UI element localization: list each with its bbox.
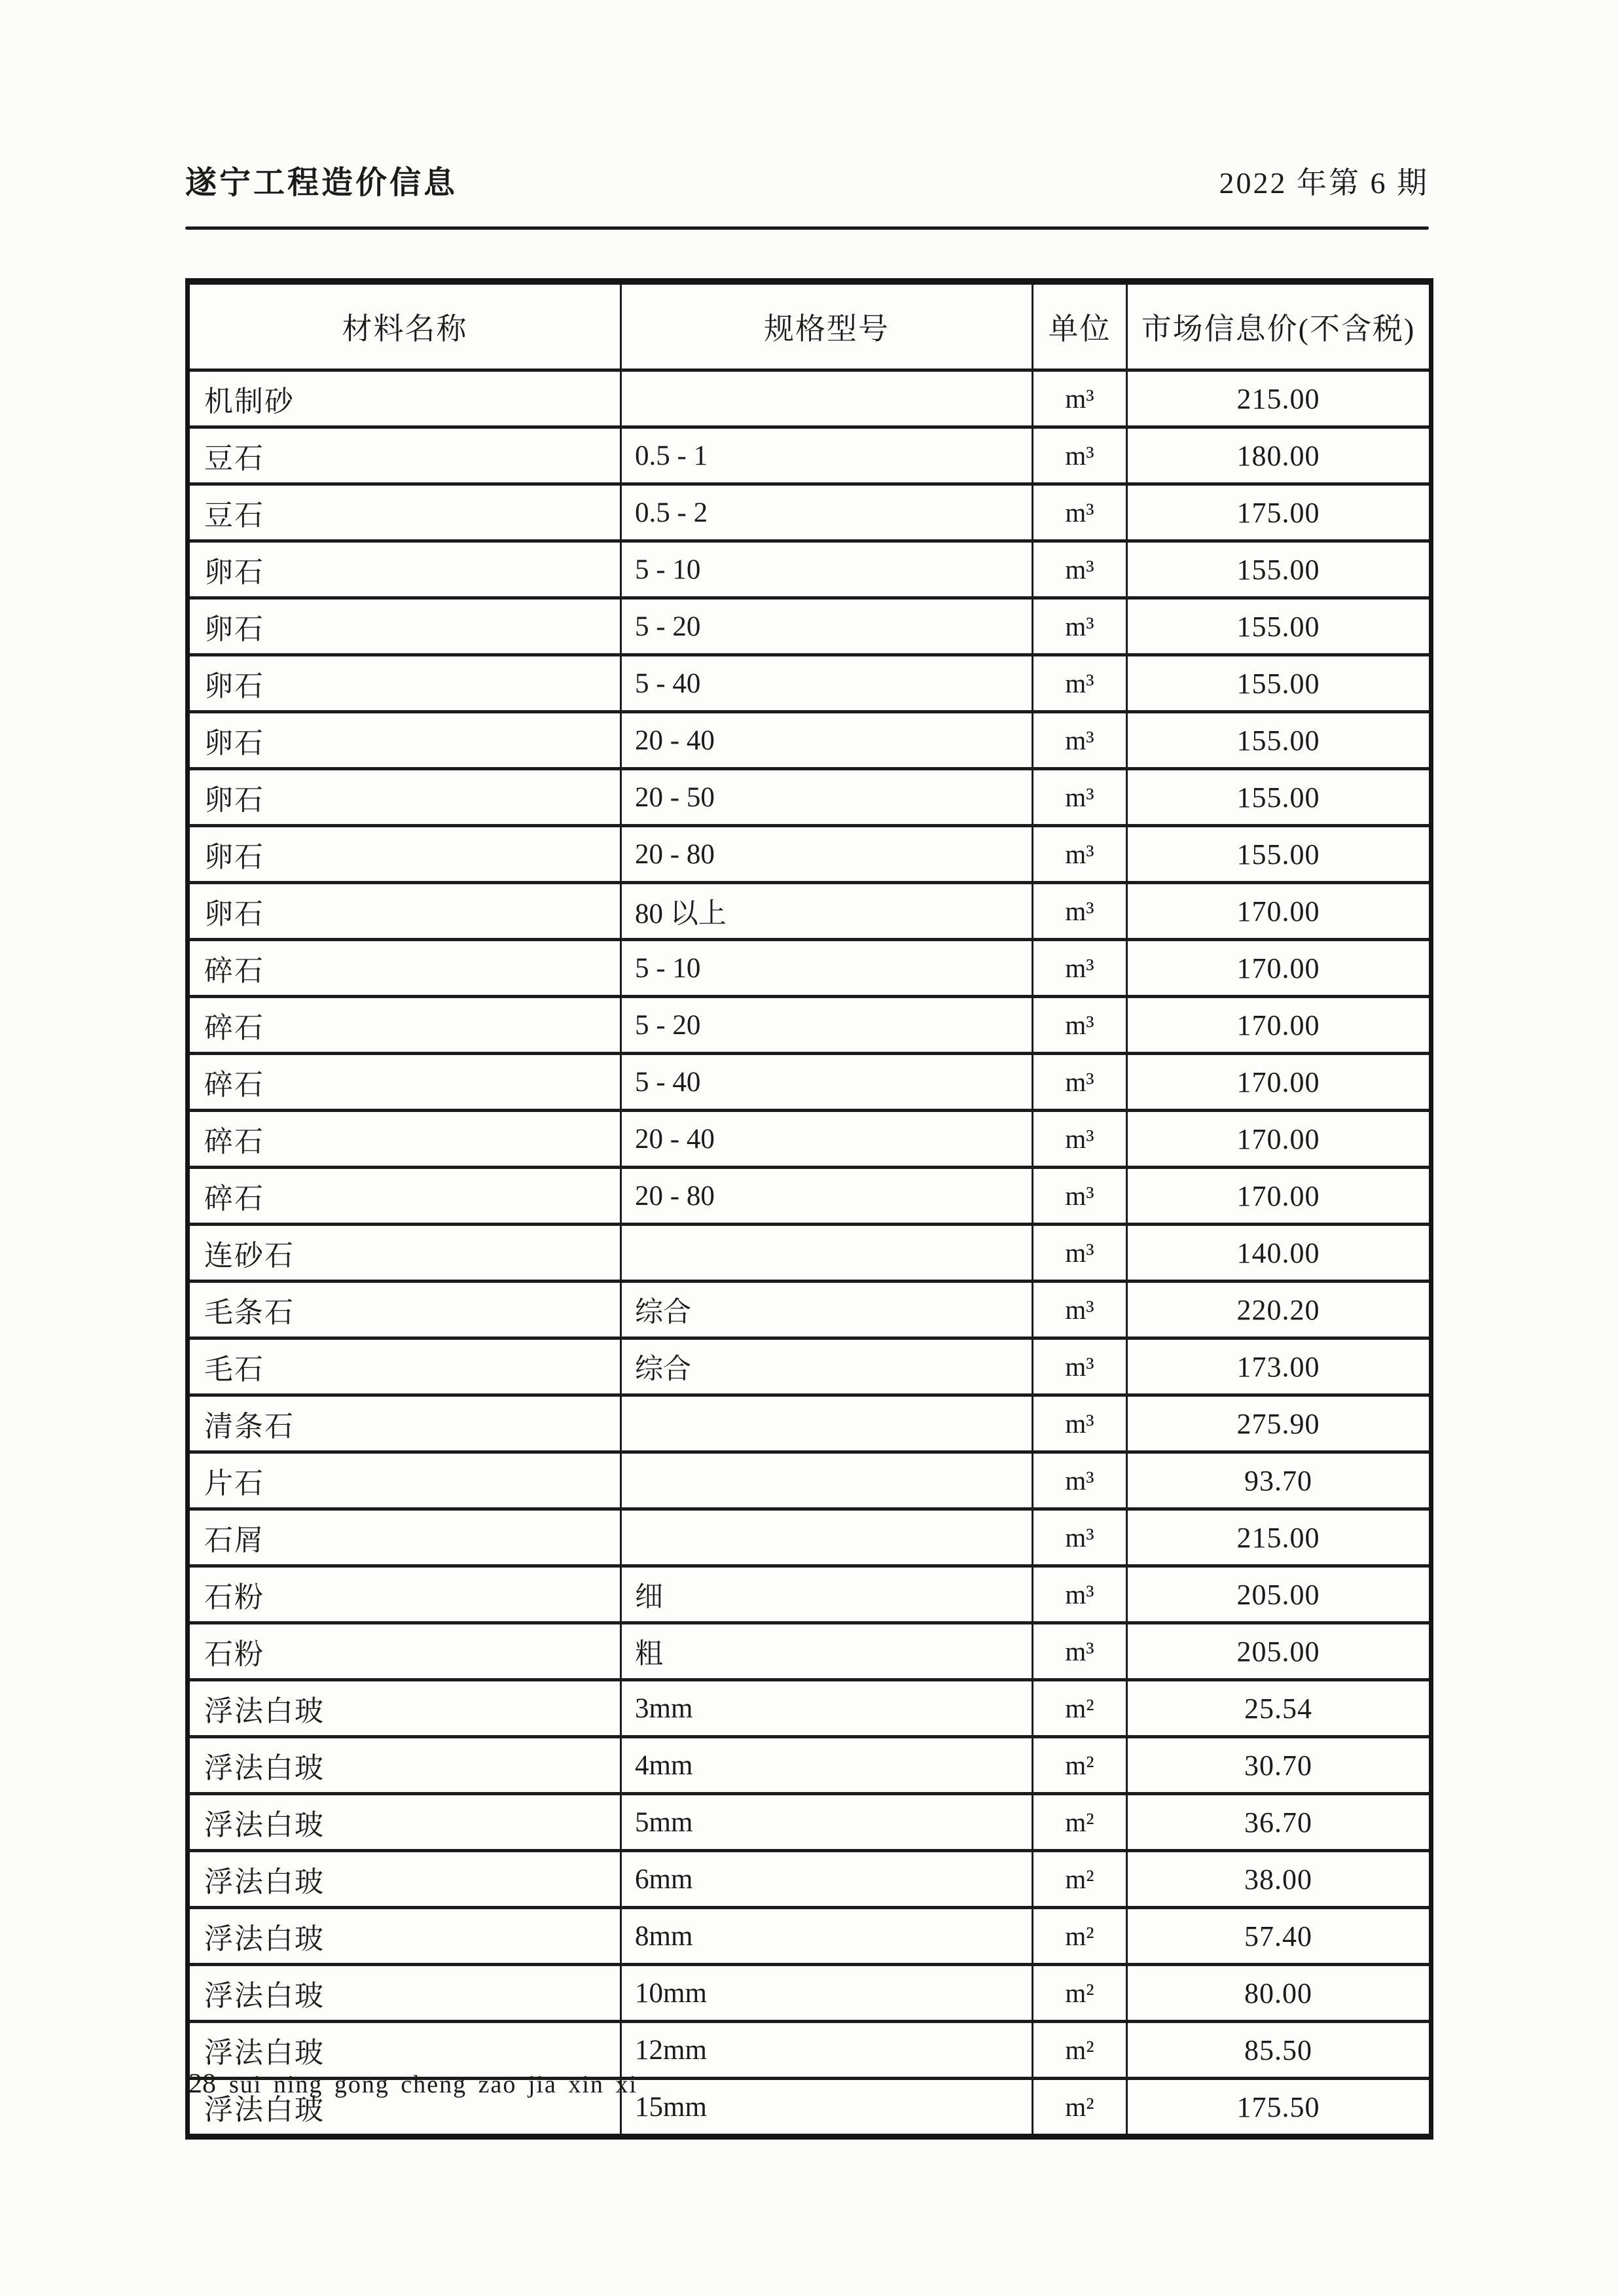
material-cell: 机制砂 bbox=[188, 370, 621, 427]
spec-cell: 80 以上 bbox=[621, 883, 1033, 940]
spec-cell bbox=[621, 1452, 1033, 1509]
unit-cell: m³ bbox=[1033, 655, 1127, 712]
table-row bbox=[188, 940, 1431, 997]
material-cell: 浮法白玻 bbox=[188, 1965, 621, 2022]
unit-cell: m³ bbox=[1033, 712, 1127, 769]
material-cell: 卵石 bbox=[188, 541, 621, 598]
unit-cell: m³ bbox=[1033, 1111, 1127, 1168]
column-header-spec: 规格型号 bbox=[621, 281, 1033, 370]
table-row bbox=[188, 484, 1431, 541]
table-row bbox=[188, 1282, 1431, 1338]
material-cell: 碎石 bbox=[188, 1054, 621, 1111]
price-cell: 155.00 bbox=[1127, 712, 1431, 769]
spec-cell: 细 bbox=[621, 1566, 1033, 1623]
material-cell: 卵石 bbox=[188, 883, 621, 940]
unit-cell: m³ bbox=[1033, 1168, 1127, 1225]
table-row bbox=[188, 598, 1431, 655]
material-cell: 连砂石 bbox=[188, 1225, 621, 1282]
table-row bbox=[188, 1566, 1431, 1623]
material-cell: 豆石 bbox=[188, 427, 621, 484]
table-row bbox=[188, 712, 1431, 769]
table-row bbox=[188, 1168, 1431, 1225]
price-cell: 180.00 bbox=[1127, 427, 1431, 484]
table-row bbox=[188, 826, 1431, 883]
unit-cell: m³ bbox=[1033, 370, 1127, 427]
material-cell: 卵石 bbox=[188, 712, 621, 769]
issue-label: 2022 年第 6 期 bbox=[1219, 166, 1429, 200]
price-cell: 205.00 bbox=[1127, 1623, 1431, 1680]
table-row bbox=[188, 541, 1431, 598]
header-divider bbox=[185, 226, 1429, 230]
material-cell: 浮法白玻 bbox=[188, 2022, 621, 2079]
material-cell: 浮法白玻 bbox=[188, 2079, 621, 2137]
table-row bbox=[188, 1680, 1431, 1737]
spec-cell: 5 - 10 bbox=[621, 541, 1033, 598]
spec-cell: 5mm bbox=[621, 1794, 1033, 1851]
spec-cell: 12mm bbox=[621, 2022, 1033, 2079]
column-header-material: 材料名称 bbox=[188, 281, 621, 370]
material-cell: 碎石 bbox=[188, 940, 621, 997]
table-row bbox=[188, 1452, 1431, 1509]
table-body bbox=[188, 370, 1431, 2137]
price-cell: 85.50 bbox=[1127, 2022, 1431, 2079]
material-cell: 卵石 bbox=[188, 655, 621, 712]
spec-cell: 综合 bbox=[621, 1338, 1033, 1395]
spec-cell: 粗 bbox=[621, 1623, 1033, 1680]
unit-cell: m³ bbox=[1033, 1054, 1127, 1111]
unit-cell: m³ bbox=[1033, 1338, 1127, 1395]
spec-cell: 20 - 40 bbox=[621, 1111, 1033, 1168]
spec-cell bbox=[621, 1225, 1033, 1282]
material-cell: 浮法白玻 bbox=[188, 1680, 621, 1737]
table-row bbox=[188, 1737, 1431, 1794]
unit-cell: m² bbox=[1033, 2022, 1127, 2079]
unit-cell: m³ bbox=[1033, 1395, 1127, 1452]
unit-cell: m³ bbox=[1033, 1623, 1127, 1680]
spec-cell bbox=[621, 1509, 1033, 1566]
spec-cell: 综合 bbox=[621, 1282, 1033, 1338]
price-cell: 175.00 bbox=[1127, 484, 1431, 541]
unit-cell: m³ bbox=[1033, 1225, 1127, 1282]
price-cell: 215.00 bbox=[1127, 370, 1431, 427]
table-row bbox=[188, 1851, 1431, 1908]
document-title: 遂宁工程造价信息 bbox=[185, 166, 458, 200]
table-row bbox=[188, 370, 1431, 427]
unit-cell: m² bbox=[1033, 1794, 1127, 1851]
price-cell: 25.54 bbox=[1127, 1680, 1431, 1737]
table-row bbox=[188, 1908, 1431, 1965]
material-cell: 卵石 bbox=[188, 598, 621, 655]
spec-cell: 3mm bbox=[621, 1680, 1033, 1737]
price-cell: 36.70 bbox=[1127, 1794, 1431, 1851]
price-cell: 30.70 bbox=[1127, 1737, 1431, 1794]
spec-cell: 4mm bbox=[621, 1737, 1033, 1794]
spec-cell: 5 - 20 bbox=[621, 997, 1033, 1054]
material-cell: 浮法白玻 bbox=[188, 1908, 621, 1965]
spec-cell: 20 - 40 bbox=[621, 712, 1033, 769]
price-cell: 170.00 bbox=[1127, 997, 1431, 1054]
material-cell: 浮法白玻 bbox=[188, 1737, 621, 1794]
price-cell: 155.00 bbox=[1127, 826, 1431, 883]
page-number: 28 bbox=[189, 2069, 216, 2099]
spec-cell: 5 - 40 bbox=[621, 655, 1033, 712]
material-cell: 碎石 bbox=[188, 1168, 621, 1225]
unit-cell: m² bbox=[1033, 1965, 1127, 2022]
spec-cell: 0.5 - 2 bbox=[621, 484, 1033, 541]
material-cell: 清条石 bbox=[188, 1395, 621, 1452]
price-cell: 140.00 bbox=[1127, 1225, 1431, 1282]
price-cell: 205.00 bbox=[1127, 1566, 1431, 1623]
spec-cell: 0.5 - 1 bbox=[621, 427, 1033, 484]
spec-cell: 10mm bbox=[621, 1965, 1033, 2022]
price-cell: 93.70 bbox=[1127, 1452, 1431, 1509]
material-cell: 卵石 bbox=[188, 826, 621, 883]
price-cell: 155.00 bbox=[1127, 655, 1431, 712]
table-row bbox=[188, 1111, 1431, 1168]
spec-cell: 5 - 20 bbox=[621, 598, 1033, 655]
price-cell: 155.00 bbox=[1127, 541, 1431, 598]
price-cell: 170.00 bbox=[1127, 1111, 1431, 1168]
price-cell: 170.00 bbox=[1127, 1054, 1431, 1111]
material-cell: 石粉 bbox=[188, 1623, 621, 1680]
unit-cell: m² bbox=[1033, 1851, 1127, 1908]
table-row bbox=[188, 1965, 1431, 2022]
unit-cell: m² bbox=[1033, 1680, 1127, 1737]
table-row bbox=[188, 1623, 1431, 1680]
price-cell: 173.00 bbox=[1127, 1338, 1431, 1395]
unit-cell: m² bbox=[1033, 1908, 1127, 1965]
unit-cell: m³ bbox=[1033, 427, 1127, 484]
spec-cell: 8mm bbox=[621, 1908, 1033, 1965]
material-cell: 浮法白玻 bbox=[188, 1794, 621, 1851]
price-cell: 220.20 bbox=[1127, 1282, 1431, 1338]
table-row bbox=[188, 1338, 1431, 1395]
material-cell: 石粉 bbox=[188, 1566, 621, 1623]
unit-cell: m³ bbox=[1033, 1566, 1127, 1623]
unit-cell: m³ bbox=[1033, 1452, 1127, 1509]
table-row bbox=[188, 1794, 1431, 1851]
table-header-row bbox=[188, 281, 1431, 370]
spec-cell: 20 - 50 bbox=[621, 769, 1033, 826]
price-cell: 155.00 bbox=[1127, 769, 1431, 826]
price-cell: 175.50 bbox=[1127, 2079, 1431, 2137]
price-cell: 57.40 bbox=[1127, 1908, 1431, 1965]
material-cell: 石屑 bbox=[188, 1509, 621, 1566]
page-header bbox=[185, 157, 1429, 202]
unit-cell: m³ bbox=[1033, 541, 1127, 598]
table-row bbox=[188, 1509, 1431, 1566]
material-cell: 浮法白玻 bbox=[188, 1851, 621, 1908]
spec-cell: 15mm bbox=[621, 2079, 1033, 2137]
table-row bbox=[188, 1225, 1431, 1282]
table-row bbox=[188, 1395, 1431, 1452]
column-header-unit: 单位 bbox=[1033, 281, 1127, 370]
material-cell: 豆石 bbox=[188, 484, 621, 541]
spec-cell: 5 - 40 bbox=[621, 1054, 1033, 1111]
unit-cell: m³ bbox=[1033, 769, 1127, 826]
table-row bbox=[188, 655, 1431, 712]
spec-cell bbox=[621, 370, 1033, 427]
price-cell: 275.90 bbox=[1127, 1395, 1431, 1452]
spec-cell bbox=[621, 1395, 1033, 1452]
price-cell: 170.00 bbox=[1127, 883, 1431, 940]
material-cell: 卵石 bbox=[188, 769, 621, 826]
spec-cell: 20 - 80 bbox=[621, 826, 1033, 883]
unit-cell: m³ bbox=[1033, 1509, 1127, 1566]
material-price-table bbox=[185, 278, 1433, 2140]
unit-cell: m³ bbox=[1033, 826, 1127, 883]
unit-cell: m² bbox=[1033, 2079, 1127, 2137]
spec-cell: 5 - 10 bbox=[621, 940, 1033, 997]
table-row bbox=[188, 997, 1431, 1054]
table-row bbox=[188, 427, 1431, 484]
unit-cell: m³ bbox=[1033, 484, 1127, 541]
material-cell: 片石 bbox=[188, 1452, 621, 1509]
spec-cell: 6mm bbox=[621, 1851, 1033, 1908]
table-row bbox=[188, 883, 1431, 940]
spec-cell: 20 - 80 bbox=[621, 1168, 1033, 1225]
unit-cell: m³ bbox=[1033, 883, 1127, 940]
material-cell: 毛条石 bbox=[188, 1282, 621, 1338]
unit-cell: m² bbox=[1033, 1737, 1127, 1794]
material-cell: 碎石 bbox=[188, 1111, 621, 1168]
price-cell: 155.00 bbox=[1127, 598, 1431, 655]
price-cell: 80.00 bbox=[1127, 1965, 1431, 2022]
column-header-price: 市场信息价(不含税) bbox=[1127, 281, 1431, 370]
material-cell: 碎石 bbox=[188, 997, 621, 1054]
unit-cell: m³ bbox=[1033, 997, 1127, 1054]
table-row bbox=[188, 769, 1431, 826]
unit-cell: m³ bbox=[1033, 940, 1127, 997]
unit-cell: m³ bbox=[1033, 598, 1127, 655]
table-row bbox=[188, 1054, 1431, 1111]
price-cell: 170.00 bbox=[1127, 1168, 1431, 1225]
material-cell: 毛石 bbox=[188, 1338, 621, 1395]
price-cell: 38.00 bbox=[1127, 1851, 1431, 1908]
page-footer bbox=[189, 2068, 638, 2100]
footer-pinyin: sui ning gong cheng zao jia xin xi bbox=[229, 2071, 638, 2098]
price-cell: 170.00 bbox=[1127, 940, 1431, 997]
unit-cell: m³ bbox=[1033, 1282, 1127, 1338]
price-cell: 215.00 bbox=[1127, 1509, 1431, 1566]
